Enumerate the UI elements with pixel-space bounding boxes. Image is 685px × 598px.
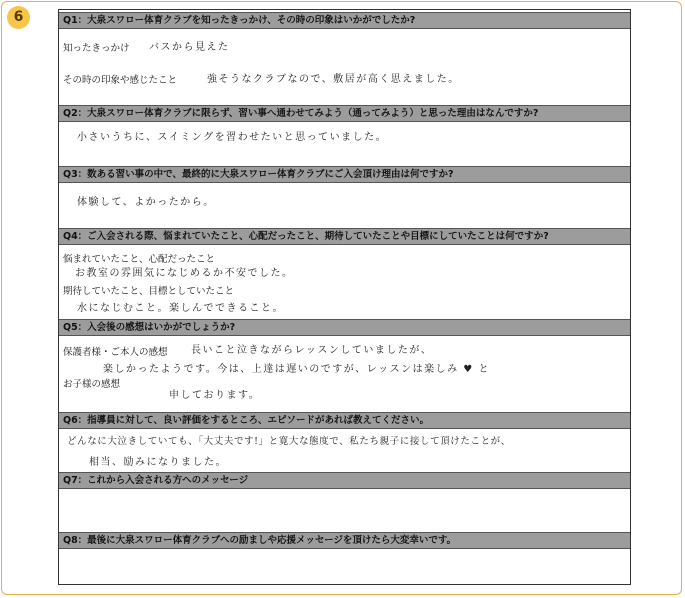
questionnaire-sheet [58, 9, 631, 585]
q5-guardian-label: 保護者様・ご本人の感想 [63, 347, 168, 358]
q2-answer: 小さいうちに、スイミングを習わせたいと思っていました。 [77, 132, 388, 143]
q5-guardian-line1: 長いこと泣きながらレッスンしていましたが、 [191, 345, 433, 356]
q4-worry-answer: お教室の雰囲気になじめるか不安でした。 [75, 268, 294, 279]
q6-title: Q6：指導員に対して、良い評価をするところ、エピソードがあれば教えてください。 [59, 412, 630, 429]
q4-hope-answer: 水になじむこと。楽しんでできること。 [77, 303, 284, 314]
q5-guardian-line2-text: 楽しかったようです。今は、上達は遅いのですが、レッスンは楽しみ [103, 364, 459, 375]
q4-worry-label: 悩まれていたこと、心配だったこと [63, 254, 216, 265]
q5-title: Q5：入会後の感想はいかがでしょうか? [59, 319, 630, 336]
q6-line1: どんなに大泣きしていても、「大丈夫です!」と寛大な態度で、私たち親子に接して頂けたことが、 [67, 436, 511, 447]
q4-hope-label: 期待していたこと、目標としていたこと [63, 286, 235, 297]
q5-guardian-line2 [103, 360, 490, 375]
q5-guardian-line2-end: と [478, 364, 490, 375]
q3-answer: 体験して、よかったから。 [77, 197, 215, 208]
q1-title: Q1：大泉スワロー体育クラブを知ったきっかけ、その時の印象はいかがでしたか? [59, 12, 630, 29]
q4-title: Q4：ご入会される際、悩まれていたこと、心配だったこと、期待していたことや目標にしていたことは何ですか? [59, 228, 630, 245]
q1-trigger-answer: バスから見えた [149, 42, 230, 53]
q8-title: Q8：最後に大泉スワロー体育クラブへの励ましや応援メッセージを頂けたら大変幸いです。 [59, 532, 630, 549]
q1-impression-label: その時の印象や感じたこと [63, 75, 178, 86]
q3-title: Q3：数ある習い事の中で、最終的に大泉スワロー体育クラブにご入会頂け理由は何ですか? [59, 166, 630, 183]
q7-title: Q7：これから入会される方へのメッセージ [59, 472, 630, 489]
q5-child-label: お子様の感想 [63, 379, 121, 390]
q5-child-answer: 申しております。 [169, 390, 261, 401]
q6-line2: 相当、励みになりました。 [89, 457, 227, 468]
heart-icon: ♥ [463, 364, 474, 375]
q2-title: Q2：大泉スワロー体育クラブに限らず、習い事へ通わせてみよう（通ってみよう）と思った理由はなんですか? [59, 105, 630, 122]
q1-impression-answer: 強そうなクラブなので、敷居が高く思えました。 [207, 74, 460, 85]
number-badge: 6 [7, 6, 30, 29]
q1-trigger-label: 知ったきっかけ [63, 43, 130, 54]
